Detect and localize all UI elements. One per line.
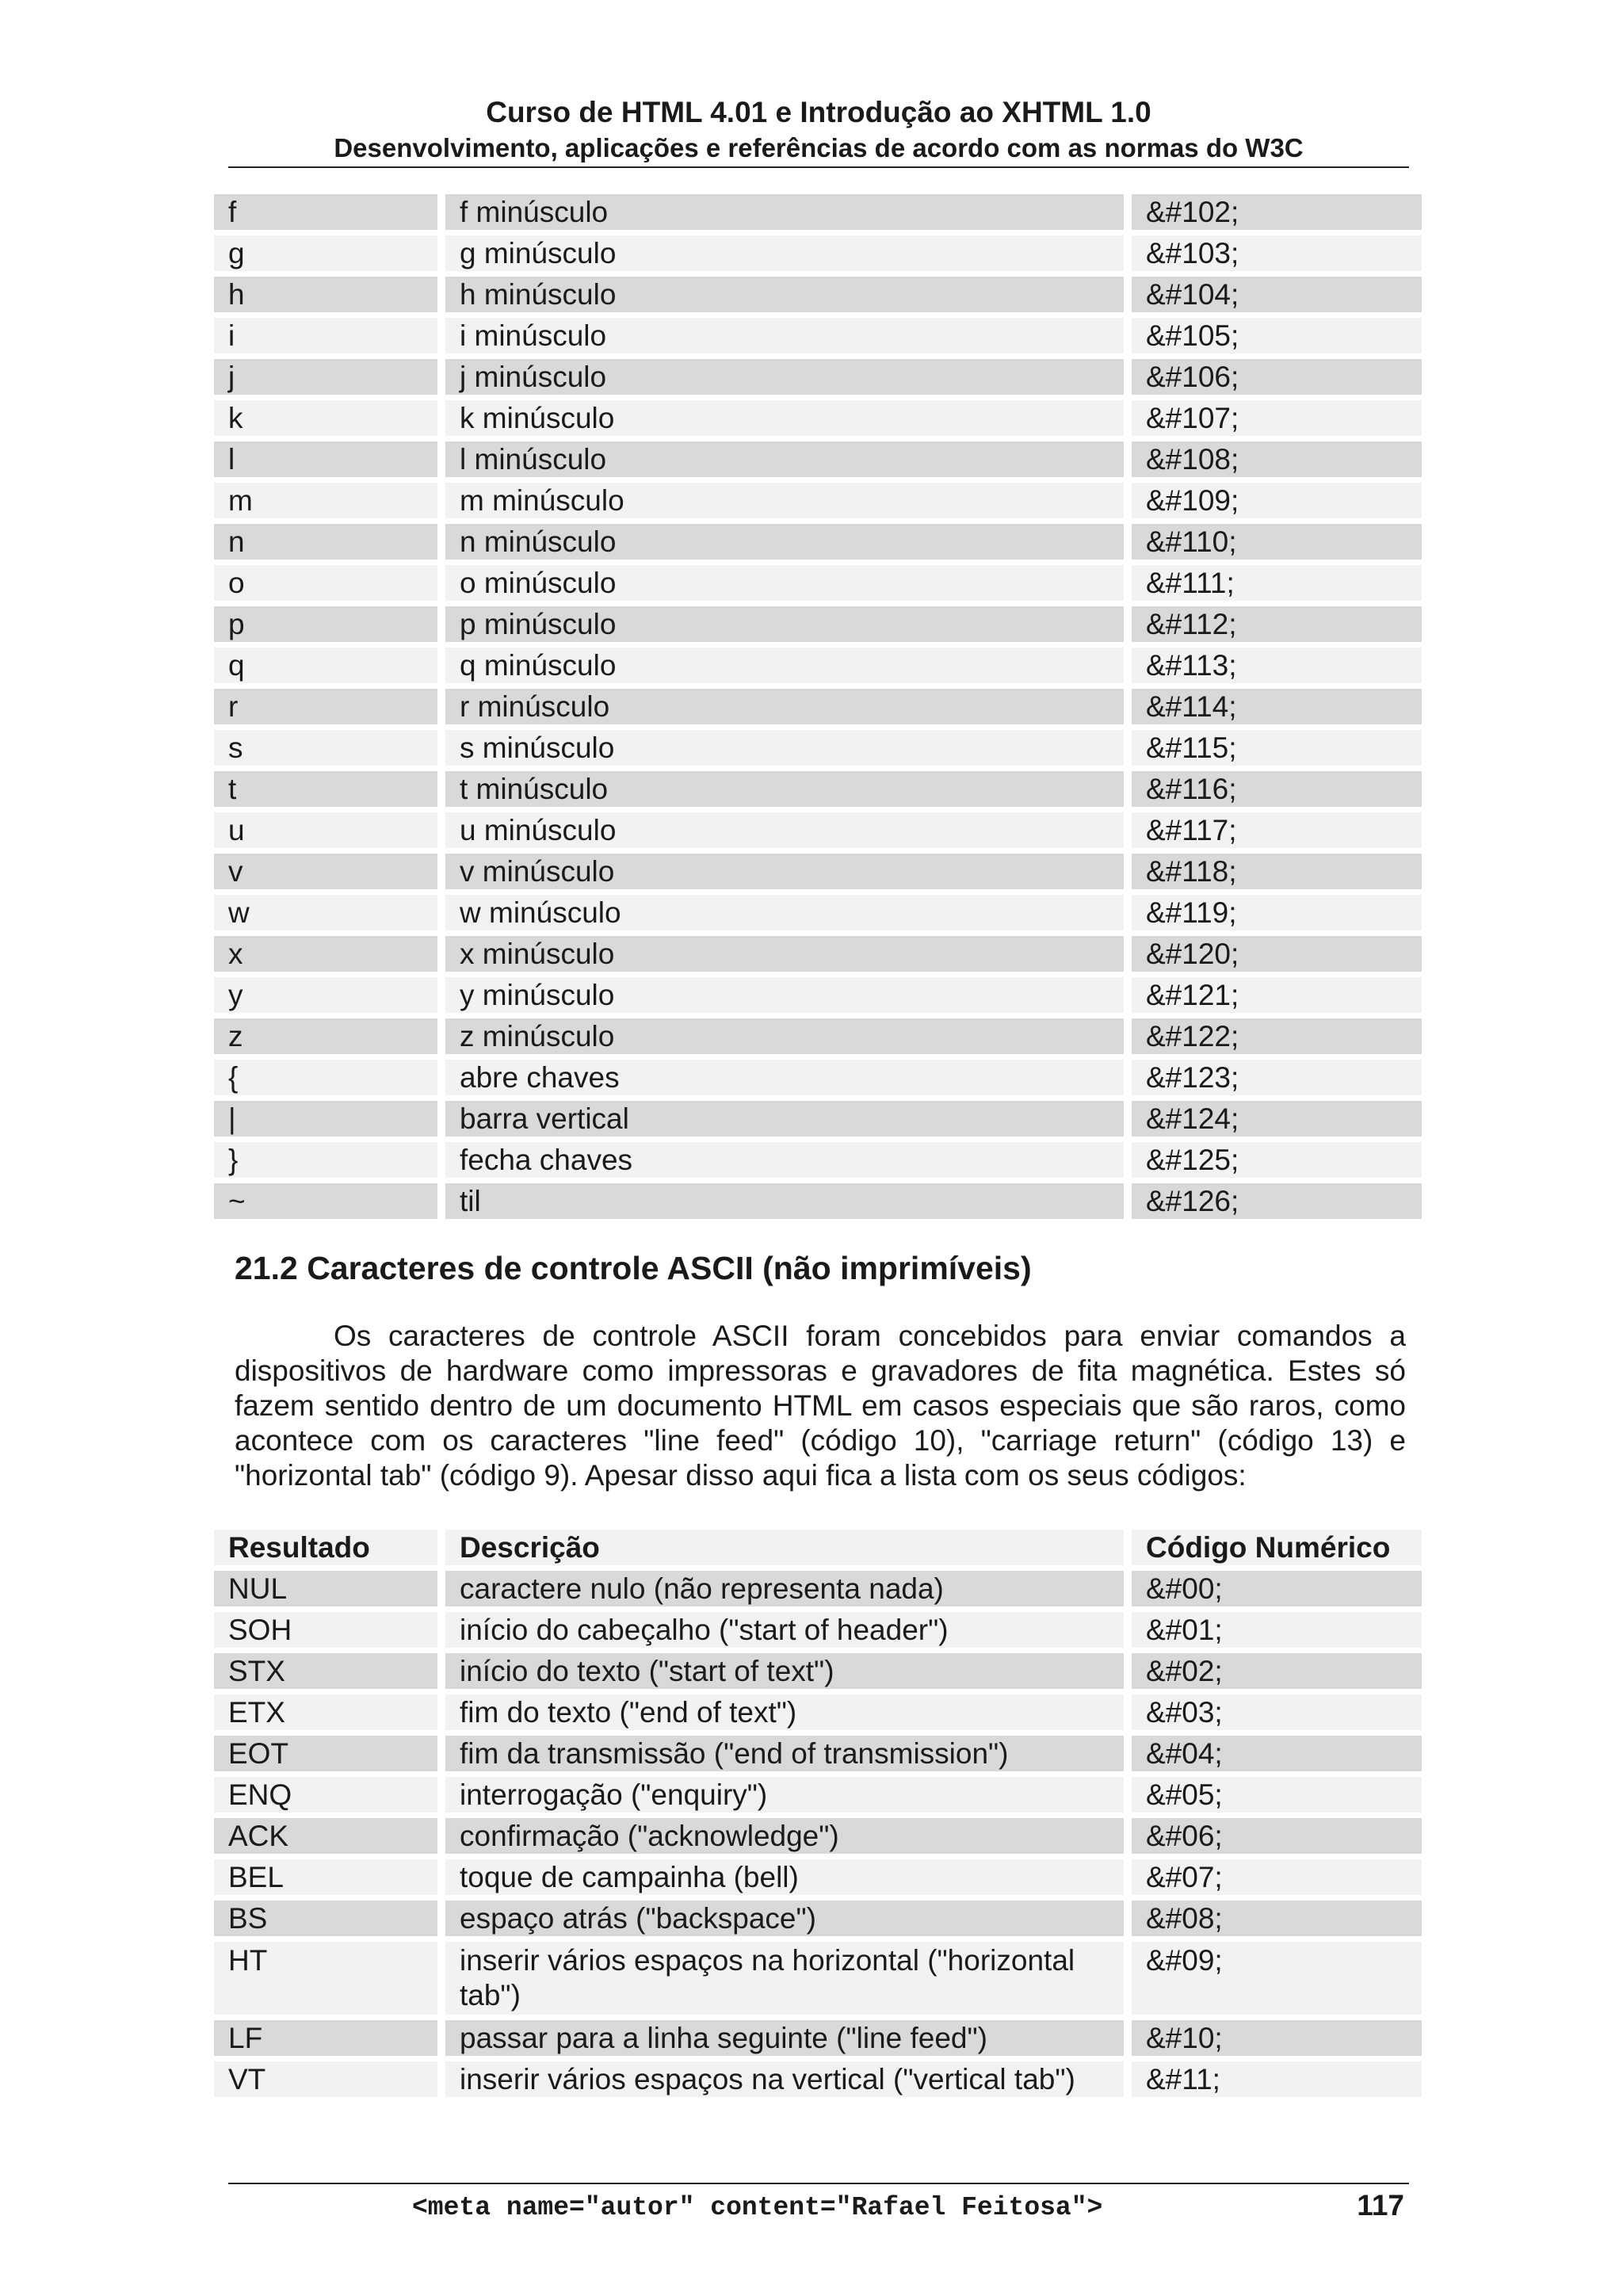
table-row [214,565,1422,601]
table-row [214,689,1422,724]
table-row [214,854,1422,889]
table-row [214,730,1422,766]
table-cell: abre chaves [445,1060,1124,1095]
table-cell: &#109; [1132,483,1422,518]
table-row [214,235,1422,271]
table-row [214,1018,1422,1054]
table-cell: v [214,854,437,889]
page-header [228,94,1409,165]
table-row [214,895,1422,930]
table-header-row [214,1530,1422,1565]
table-cell: y [214,977,437,1013]
table-cell: p [214,606,437,642]
table-cell: k [214,400,437,436]
table-cell: h minúsculo [445,277,1124,312]
table-cell: q minúsculo [445,648,1124,683]
table-cell: l minúsculo [445,441,1124,477]
table-row [214,524,1422,560]
page-number: 117 [1357,2189,1404,2222]
table-cell: s [214,730,437,766]
table-cell: r [214,689,437,724]
table-cell: &#107; [1132,400,1422,436]
table-cell: &#10; [1132,2020,1422,2056]
table-cell: caractere nulo (não representa nada) [445,1571,1124,1606]
table-cell: &#102; [1132,194,1422,230]
table-cell: inserir vários espaços na vertical ("vertical tab") [445,2061,1124,2097]
table-cell: &#114; [1132,689,1422,724]
table-cell: z minúsculo [445,1018,1124,1054]
table-row [214,277,1422,312]
table-cell: o minúsculo [445,565,1124,601]
table-cell: VT [214,2061,437,2097]
table-cell: } [214,1142,437,1178]
table-cell: { [214,1060,437,1095]
table-cell: &#115; [1132,730,1422,766]
table-row [214,483,1422,518]
table-cell: r minúsculo [445,689,1124,724]
table-cell: j minúsculo [445,359,1124,395]
table-cell: x minúsculo [445,936,1124,972]
table-cell: w [214,895,437,930]
table-row [214,1859,1422,1895]
table-cell: &#113; [1132,648,1422,683]
table-cell: &#103; [1132,235,1422,271]
table-cell: inserir vários espaços na horizontal ("horizontal tab") [445,1942,1124,2015]
table-cell: BS [214,1901,437,1936]
table-cell: o [214,565,437,601]
table-cell: ETX [214,1694,437,1730]
table-row [214,194,1422,230]
table-cell: SOH [214,1612,437,1648]
table-cell: &#00; [1132,1571,1422,1606]
table-cell: &#11; [1132,2061,1422,2097]
section-paragraph: Os caracteres de controle ASCII foram concebidos para enviar comandos a dispositivos de hardware como impressoras e gravadores de fita magnética. Estes só fazem sentido dentro de um documento HTML em casos especiais que são raros, como acontece com os caracteres "line feed" (código 10), "carriage return" (código 13) e "horizontal tab" (código 9). Apesar disso aqui fica a lista com os seus códigos: [235,1320,1406,1492]
table-cell: s minúsculo [445,730,1124,766]
table-cell: início do cabeçalho ("start of header") [445,1612,1124,1648]
table-row [214,1694,1422,1730]
table-row [214,1101,1422,1137]
table-row [214,2061,1422,2097]
table-row [214,936,1422,972]
table-cell: &#05; [1132,1777,1422,1813]
table-cell: ACK [214,1818,437,1854]
table-cell: &#121; [1132,977,1422,1013]
table-cell: &#09; [1132,1942,1422,2015]
table-cell: &#06; [1132,1818,1422,1854]
table-cell: interrogação ("enquiry") [445,1777,1124,1813]
table-cell: f [214,194,437,230]
table-row [214,318,1422,353]
table-cell: h [214,277,437,312]
table-row [214,771,1422,807]
table-cell: f minúsculo [445,194,1124,230]
table-cell: &#111; [1132,565,1422,601]
table-row [214,1901,1422,1936]
table-cell: &#120; [1132,936,1422,972]
table-cell: &#105; [1132,318,1422,353]
footer-code: <meta name="autor" content="Rafael Feitosa"> [412,2193,1103,2222]
table-header-cell: Código Numérico [1132,1530,1422,1565]
table-cell: til [445,1183,1124,1219]
table-cell: t minúsculo [445,771,1124,807]
table-cell: | [214,1101,437,1137]
table-header-cell: Resultado [214,1530,437,1565]
table-cell: &#124; [1132,1101,1422,1137]
table-cell: EOT [214,1736,437,1771]
table-cell: NUL [214,1571,437,1606]
table-cell: &#123; [1132,1060,1422,1095]
table-cell: &#126; [1132,1183,1422,1219]
table-cell: HT [214,1942,437,2015]
table-cell: &#112; [1132,606,1422,642]
table-cell: fecha chaves [445,1142,1124,1178]
table-cell: &#122; [1132,1018,1422,1054]
table-cell: &#08; [1132,1901,1422,1936]
table-row [214,1942,1422,2015]
table-cell: toque de campainha (bell) [445,1859,1124,1895]
table-cell: q [214,648,437,683]
table-cell: y minúsculo [445,977,1124,1013]
table-cell: fim da transmissão ("end of transmission") [445,1736,1124,1771]
footer-rule [228,2183,1409,2184]
table-cell: &#106; [1132,359,1422,395]
table-cell: &#03; [1132,1694,1422,1730]
table-cell: u minúsculo [445,812,1124,848]
section-title: 21.2 Caracteres de controle ASCII (não imprimíveis) [235,1250,1032,1286]
table-cell: &#04; [1132,1736,1422,1771]
table-cell: LF [214,2020,437,2056]
entity-table-lowercase [214,194,1422,1224]
table-cell: j [214,359,437,395]
table-cell: barra vertical [445,1101,1124,1137]
table-cell: v minúsculo [445,854,1124,889]
table-row [214,1612,1422,1648]
table-cell: &#02; [1132,1653,1422,1689]
table-row [214,1736,1422,1771]
table-row [214,1571,1422,1606]
table-row [214,1653,1422,1689]
table-cell: l [214,441,437,477]
table-row [214,977,1422,1013]
table-row [214,1777,1422,1813]
table-row [214,359,1422,395]
table-cell: i [214,318,437,353]
table-row [214,1142,1422,1178]
table-cell: &#116; [1132,771,1422,807]
table-cell: &#119; [1132,895,1422,930]
table-cell: &#118; [1132,854,1422,889]
table-row [214,2020,1422,2056]
table-cell: &#108; [1132,441,1422,477]
table-header-cell: Descrição [445,1530,1124,1565]
table-cell: início do texto ("start of text") [445,1653,1124,1689]
table-row [214,400,1422,436]
table-cell: espaço atrás ("backspace") [445,1901,1124,1936]
table-row [214,441,1422,477]
table-cell: g [214,235,437,271]
table-cell: k minúsculo [445,400,1124,436]
table-cell: n minúsculo [445,524,1124,560]
table-cell: g minúsculo [445,235,1124,271]
table-cell: w minúsculo [445,895,1124,930]
table-cell: m minúsculo [445,483,1124,518]
table-row [214,812,1422,848]
table-cell: i minúsculo [445,318,1124,353]
header-subtitle: Desenvolvimento, aplicações e referências de acordo com as normas do W3C [334,133,1304,162]
table-cell: ~ [214,1183,437,1219]
control-chars-table [214,1530,1422,2103]
table-cell: confirmação ("acknowledge") [445,1818,1124,1854]
table-cell: &#07; [1132,1859,1422,1895]
table-cell: passar para a linha seguinte ("line feed") [445,2020,1124,2056]
table-cell: STX [214,1653,437,1689]
table-cell: &#125; [1132,1142,1422,1178]
table-row [214,1818,1422,1854]
table-cell: t [214,771,437,807]
table-cell: n [214,524,437,560]
table-cell: BEL [214,1859,437,1895]
table-row [214,1060,1422,1095]
table-cell: &#01; [1132,1612,1422,1648]
table-row [214,606,1422,642]
table-cell: u [214,812,437,848]
table-cell: &#117; [1132,812,1422,848]
table-row [214,648,1422,683]
header-rule [228,166,1409,168]
table-cell: x [214,936,437,972]
table-cell: &#110; [1132,524,1422,560]
table-cell: p minúsculo [445,606,1124,642]
table-cell: m [214,483,437,518]
table-cell: fim do texto ("end of text") [445,1694,1124,1730]
table-row [214,1183,1422,1219]
header-title: Curso de HTML 4.01 e Introdução ao XHTML 1.0 [486,96,1151,128]
table-cell: ENQ [214,1777,437,1813]
table-cell: z [214,1018,437,1054]
table-cell: &#104; [1132,277,1422,312]
